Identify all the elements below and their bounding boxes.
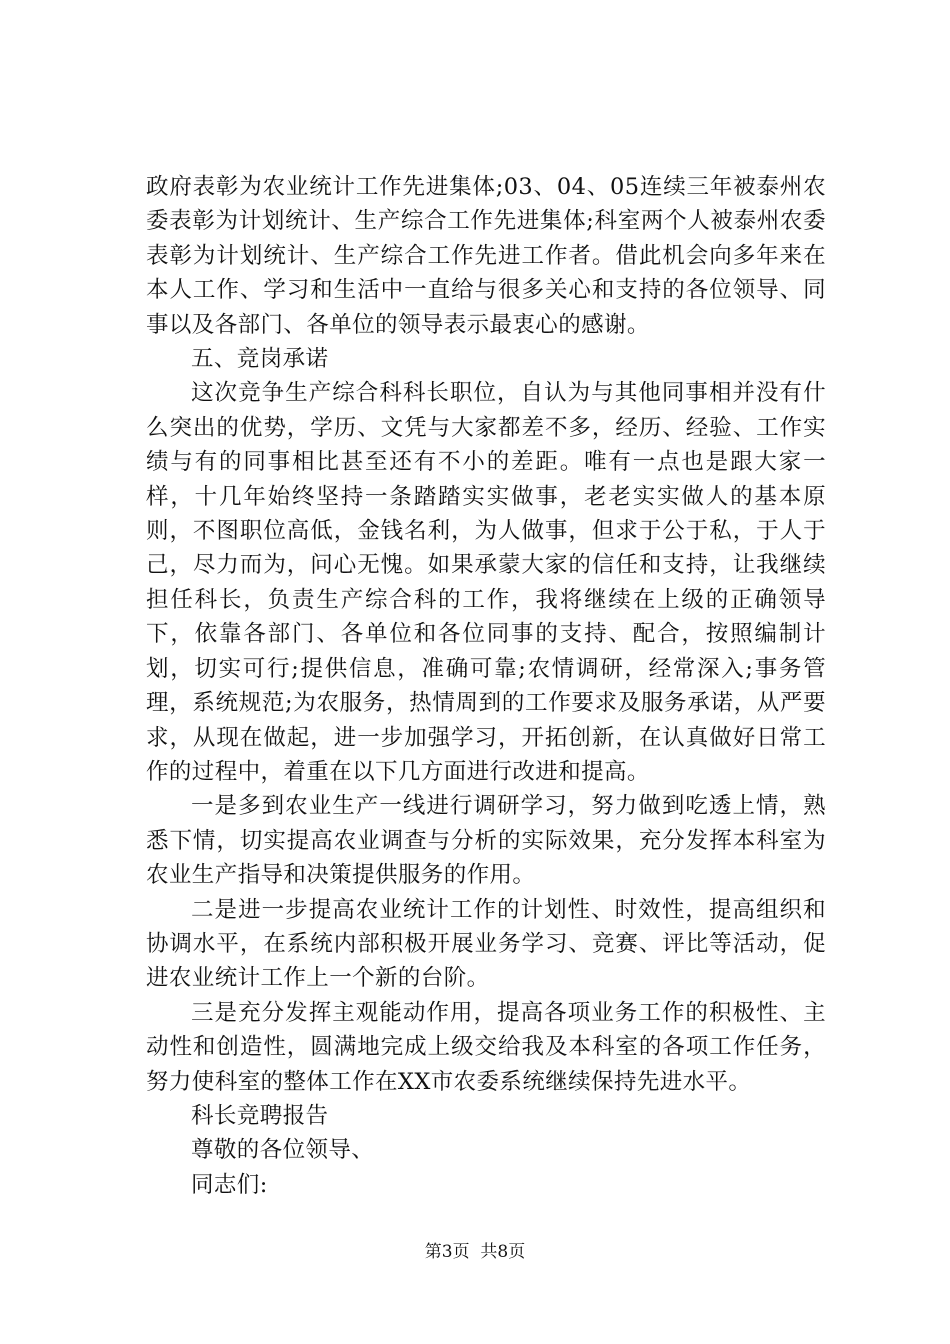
section-heading-commitment: 五、竞岗承诺 [191, 346, 329, 373]
paragraph-point-two: 二是进一步提高农业统计工作的计划性、时效性，提高组织和协调水平，在系统内部积极开展业务学习、竞赛、评比等活动，促进农业统计工作上一个新的台阶。 [146, 896, 826, 992]
salutation-line-2: 同志们: [191, 1171, 268, 1198]
page-footer [0, 1240, 950, 1264]
page-number: 第3页 [424, 1242, 470, 1262]
salutation-line-1: 尊敬的各位领导、 [191, 1137, 375, 1164]
page-total: 共8页 [480, 1242, 526, 1262]
report-title: 科长竞聘报告 [191, 1102, 329, 1129]
paragraph-commitment: 这次竞争生产综合科科长职位，自认为与其他同事相并没有什么突出的优势，学历、文凭与大家都差不多，经历、经验、工作实绩与有的同事相比甚至还有不小的差距。唯有一点也是跟大家一样，十几年始终坚持一条踏踏实实做事，老老实实做人的基本原则，不图职位高低，金钱名利，为人做事，但求于公于私，于人于己，尽力而为，问心无愧。如果承蒙大家的信任和支持，让我继续担任科长，负责生产综合科的工作，我将继续在上级的正确领导下，依靠各部门、各单位和各位同事的支持、配合，按照编制计划，切实可行;提供信息，准确可靠;农情调研，经常深入;事务管理，系统规范;为农服务，热情周到的工作要求及服务承诺，从严要求，从现在做起，进一步加强学习，开拓创新，在认真做好日常工作的过程中，着重在以下几方面进行改进和提高。 [146, 380, 826, 785]
paragraph-continuation: 政府表彰为农业统计工作先进集体;03、04、05连续三年被泰州农委表彰为计划统计、生产综合工作先进集体;科室两个人被泰州农委表彰为计划统计、生产综合工作先进工作者。借此机会向多年来在本人工作、学习和生活中一直给与很多关心和支持的各位领导、同事以及各部门、各单位的领导表示最衷心的感谢。 [146, 174, 826, 338]
paragraph-point-three: 三是充分发挥主观能动作用，提高各项业务工作的积极性、主动性和创造性，圆满地完成上级交给我及本科室的各项工作任务，努力使科室的整体工作在XX市农委系统继续保持先进水平。 [146, 999, 826, 1095]
document-body [146, 170, 826, 1202]
paragraph-point-one: 一是多到农业生产一线进行调研学习，努力做到吃透上情，熟悉下情，切实提高农业调查与分析的实际效果，充分发挥本科室为农业生产指导和决策提供服务的作用。 [146, 793, 826, 889]
